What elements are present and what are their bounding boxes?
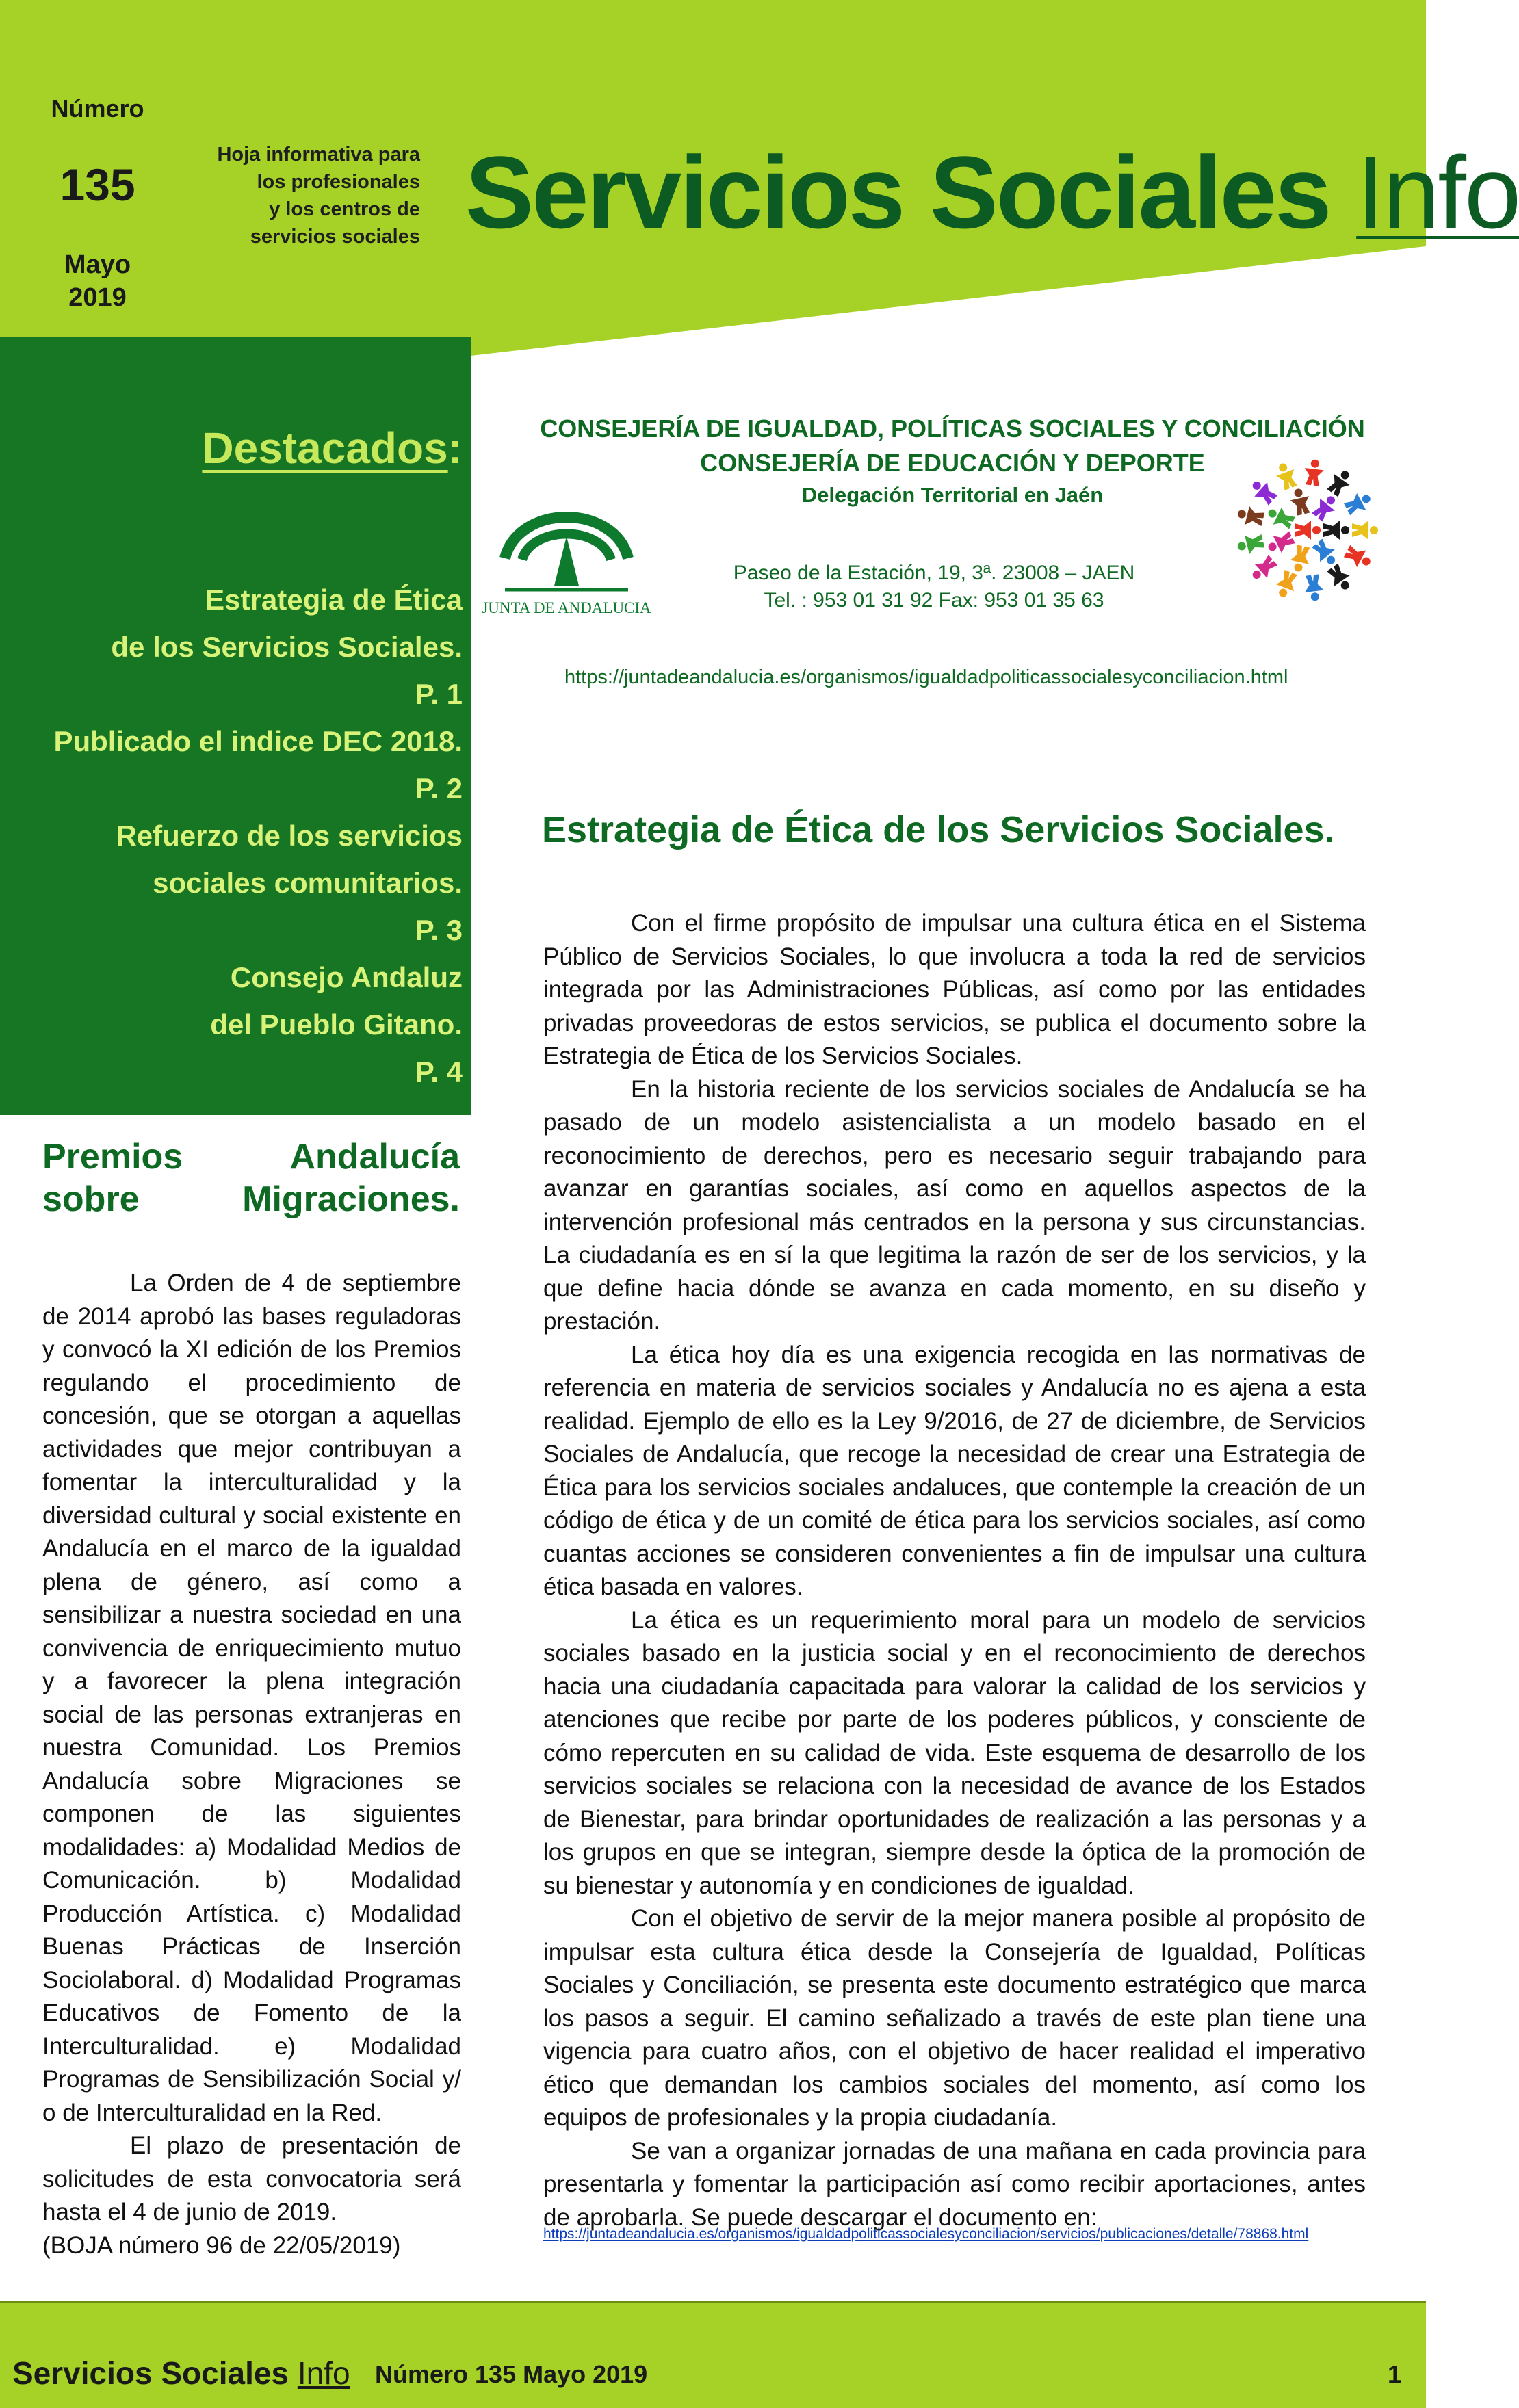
people-figures [1236,458,1378,602]
person-figure [1288,486,1313,516]
person-figure [1264,529,1296,558]
person-figure [1264,503,1296,532]
main-article-paragraph: La ética es un requerimiento moral para un modelo de servicios sociales basado en la justicia social y en el reconocimiento de derechos hacia una ciudadanía capacitada para valorar la calidad de los servicios y atenciones que recibe por parte de los poderes públicos, y consciente de cómo repercuten en su calidad de vida. Este esquema de desarrollo de los servicios sociales se relaciona con la necesidad de avance de los Estados de Bienestar, para brindar oportunidades de realización a las personas y a los grupos en que se integran, siempre desde la óptica de la promoción de su bienestar y autonomía y en condiciones de igualdad. [543,1606,1366,1899]
highlight-line[interactable]: Publicado el indice DEC 2018. [53,725,463,757]
address: Paseo de la Estación, 19, 3ª. 23008 – JAEN [733,562,1135,584]
issue-number: 135 [60,159,135,210]
person-figure [1295,521,1321,540]
issue-year: 2019 [68,283,127,312]
person-figure [1288,544,1313,573]
person-figure [1342,542,1375,572]
junta-logo-text: JUNTA DE ANDALUCIA [482,599,651,616]
highlight-line[interactable]: Refuerzo de los servicios [116,820,463,852]
tagline-line: y los centros de [269,198,420,220]
person-figure [1247,553,1280,584]
tagline-line: Hoja informativa para [217,144,420,166]
main-article-title: Estrategia de Ética de los Servicios Sociales. [542,809,1335,850]
main-article-paragraph: En la historia reciente de los servicios sociales de Andalucía se ha pasado de un modelo asistencialista a un modelo basado en el reconocimiento de derechos, pero es necesario seguir trabajando para avanzar en garantías sociales, así como en aquellos aspectos de la intervención profesional más centrados en la persona y sus circunstancias. La ciudadanía es en sí la que legitima la razón de ser de los servicios, y la que define hacia dónde se avanza en cada momento, en su diseño y prestación. [543,1075,1366,1335]
junta-de-andalucia-logo [482,483,651,620]
person-figure [1310,537,1341,569]
person-figure [1323,521,1349,540]
highlight-page[interactable]: P. 4 [415,1056,463,1088]
main-article-paragraph: Con el objetivo de servir de la mejor manera posible al propósito de impulsar esta cultura ética desde la Consejería de Igualdad, Políticas Sociales y Conciliación, se presenta este documento estratégico que marca los pasos a seguir. El camino señalizado a través de este plan tiene una vigencia para cuatro años, con el objetivo de hacer realidad el imperativo ético que demandan los cambios sociales del momento, así como los equipos de profesionales y la propia ciudadanía. [543,1905,1366,2131]
people-circle-logo [1232,452,1382,609]
left-article-source: (BOJA número 96 de 22/05/2019) [42,2232,401,2259]
person-figure [1303,458,1325,486]
highlight-line[interactable]: del Pueblo Gitano. [210,1008,463,1041]
page-number: 1 [1388,2360,1402,2388]
footer-issue: Número 135 Mayo 2019 [375,2360,648,2388]
left-article-paragraph: El plazo de presentación de solicitudes de esta convocatoria será hasta el 4 de junio de 2019. [42,2132,461,2225]
person-figure [1247,476,1280,508]
agency-delegation: Delegación Territorial en Jaén [801,483,1104,507]
highlights-title [0,423,463,473]
highlight-line[interactable]: Estrategia de Ética [205,584,463,616]
tagline-line: servicios sociales [250,226,420,248]
left-article-title: Premios Andalucía sobre Migraciones. [42,1137,460,1219]
person-figure [1342,488,1375,518]
main-article-paragraph: Se van a organizar jornadas de una mañana en cada provincia para presentarla y fomentar la participación así como recibir aportaciones, antes de aprobarla. Se puede descargar el documento en: [543,2137,1366,2231]
person-figure [1325,466,1355,498]
person-figure [1352,521,1378,540]
person-figure [1303,574,1325,602]
left-article-paragraph: La Orden de 4 de septiembre de 2014 aprobó las bases reguladoras y convocó la XI edición de los Premios regulando el procedimiento de concesión, que se otorgan a aquellas actividades que mejor contribuyan a fomentar la interculturalidad y la diversidad cultural y social existente en Andalucía en el marco de la igualdad plena de género, así como a sensibilizar a nuestra sociedad en una convivencia de enriquecimiento mutuo y a favorecer la plena integración social de las personas extranjeras en nuestra Comunidad. Los Premios Andalucía sobre Migraciones se componen de las siguientes modalidades: a) Modalidad Medios de Comunicación. b) Modalidad Producción Artística. c) Modalidad Buenas Prácticas de Inserción Sociolaboral. d) Modalidad Programas Educativos de Fomento de la Interculturalidad. e) Modalidad Programas de Sensibilización Social y/ o de Interculturalidad en la Red. [42,1270,461,2126]
main-article-body [543,907,1366,2234]
highlight-line[interactable]: de los Servicios Sociales. [111,631,463,663]
main-article-paragraph: La ética hoy día es una exigencia recogida en las normativas de referencia en materia de servicios sociales y Andalucía no es ajena a esta realidad. Ejemplo de ello es la Ley 9/2016, de 27 de diciembre, de Servicios Sociales de Andalucía, que recoge la necesidad de crear una Estrategia de Ética para los servicios sociales andaluces, que contemple la creación de un código de ética y de un comité de ética para los servicios sociales, así como cuantas acciones se consideren convenientes a fin de impulsar una cultura ética basada en valores. [543,1341,1366,1600]
highlights-title-text: Destacados [202,423,448,473]
masthead-title-main: Servicios Sociales [465,135,1357,250]
footer-title-info: Info [297,2355,350,2391]
highlight-page[interactable]: P. 3 [415,914,463,946]
highlight-page[interactable]: P. 1 [415,678,463,710]
person-figure [1236,532,1266,556]
person-figure [1310,491,1341,523]
footer-title [12,2355,350,2392]
phones: Tel. : 953 01 31 92 Fax: 953 01 35 63 [764,589,1104,612]
issue-label: Número [51,94,144,122]
highlight-line[interactable]: Consejo Andaluz [230,961,463,993]
highlight-line[interactable]: sociales comunitarios. [153,867,463,899]
address-block [712,560,1156,614]
agency-website-link[interactable]: https://juntadeandalucia.es/organismos/igualdadpoliticassocialesyconciliacion.html [564,666,1288,688]
person-figure [1273,460,1300,492]
agency-name-2: CONSEJERÍA DE EDUCACIÓN Y DEPORTE [700,449,1205,477]
main-article-paragraph: Con el firme propósito de impulsar una cultura ética en el Sistema Público de Servicios Sociales, lo que involucra a toda la red de servicios integrada por las Administraciones Públicas, así como por las entidades privadas proveedoras de estos servicios, se publica el documento sobre la Estrategia de Ética de los Servicios Sociales. [543,910,1366,1069]
tagline [192,141,420,250]
agency-name: CONSEJERÍA DE IGUALDAD, POLÍTICAS SOCIALES Y CONCILIACIÓN [540,415,1365,443]
highlight-page[interactable]: P. 2 [415,772,463,804]
issue-month: Mayo [64,250,131,279]
person-figure [1273,569,1300,601]
person-figure [1325,562,1355,594]
masthead-title-info: Info [1356,135,1519,250]
left-article-body [42,1267,461,2262]
person-figure [1236,503,1266,528]
document-download-link[interactable]: https://juntadeandalucia.es/organismos/igualdadpoliticassocialesyconciliacion/servicios/publicaciones/detalle/78868.html [543,2226,1309,2242]
highlights-title-colon: : [447,423,463,473]
footer-title-main: Servicios Sociales [12,2355,298,2391]
tagline-line: los profesionales [257,171,420,193]
masthead-title [465,134,1519,250]
